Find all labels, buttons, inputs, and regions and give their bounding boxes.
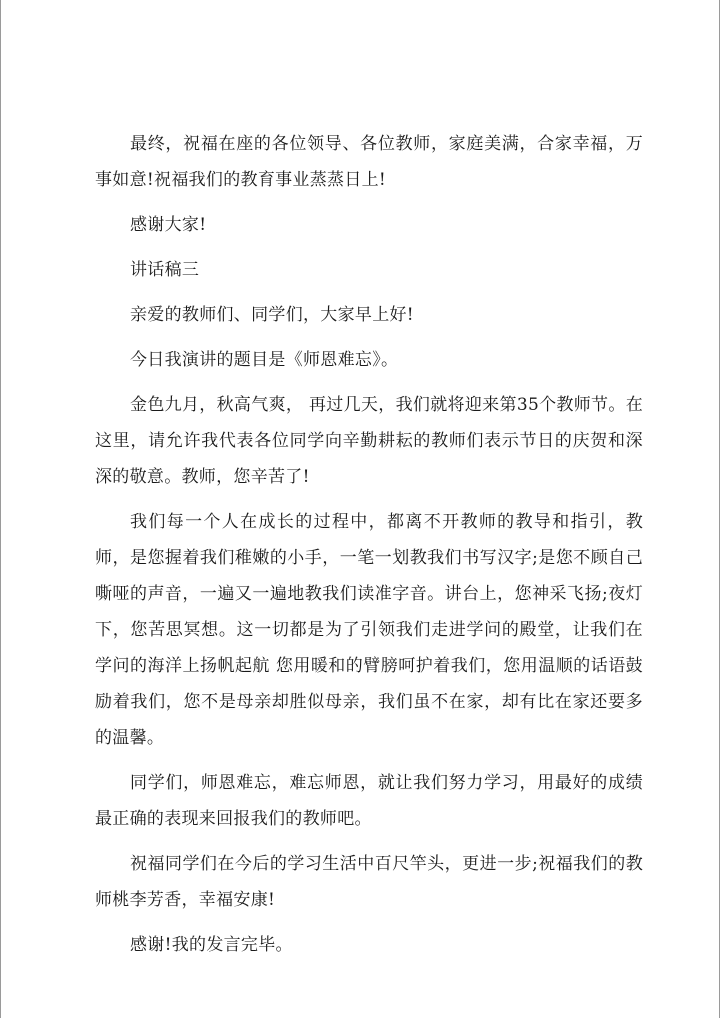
- paragraph-growth: 我们每一个人在成长的过程中，都离不开教师的教导和指引，教师，是您握着我们稚嫩的小手，一笔一划教我们书写汉字;是您不顾自己嘶哑的声音，一遍又一遍地教我们读准字音。讲台上，您神采飞扬;夜灯下，您苦思冥想。这一切都是为了引领我们走进学问的殿堂，让我们在学问的海洋上扬帆起航 您用暖和的臂膀呵护着我们，您用温顺的话语鼓励着我们，您不是母亲却胜似母亲，我们虽不在家，却有比在家还要多的温馨。: [95, 512, 643, 748]
- paragraph-end: 感谢!我的发言完毕。: [130, 935, 293, 955]
- paragraph-topic: 今日我演讲的题目是《师恩难忘》。: [130, 350, 399, 370]
- document-body: [95, 126, 643, 972]
- paragraph-closing-wishes: 最终，祝福在座的各位领导、各位教师，家庭美满，合家幸福，万事如意!祝福我们的教育事业蒸蒸日上!: [95, 134, 643, 190]
- speech-three-heading: 讲话稿三: [130, 260, 200, 280]
- paragraph-blessings: 祝福同学们在今后的学习生活中百尺竿头，更进一步;祝福我们的教师桃李芳香，幸福安康!: [95, 854, 643, 910]
- paragraph-classmates: 同学们，师恩难忘，难忘师恩，就让我们努力学习，用最好的成绩最正确的表现来回报我们的教师吧。: [95, 773, 643, 829]
- paragraph-greeting: 亲爱的教师们、同学们，大家早上好!: [130, 305, 414, 325]
- paragraph-thanks: 感谢大家!: [130, 215, 207, 235]
- paragraph-teachers-day: 金色九月，秋高气爽， 再过几天，我们就将迎来第35个教师节。在这里，请允许我代表各位同学向辛勤耕耘的教师们表示节日的庆贺和深深的敬意。教师，您辛苦了!: [95, 395, 643, 487]
